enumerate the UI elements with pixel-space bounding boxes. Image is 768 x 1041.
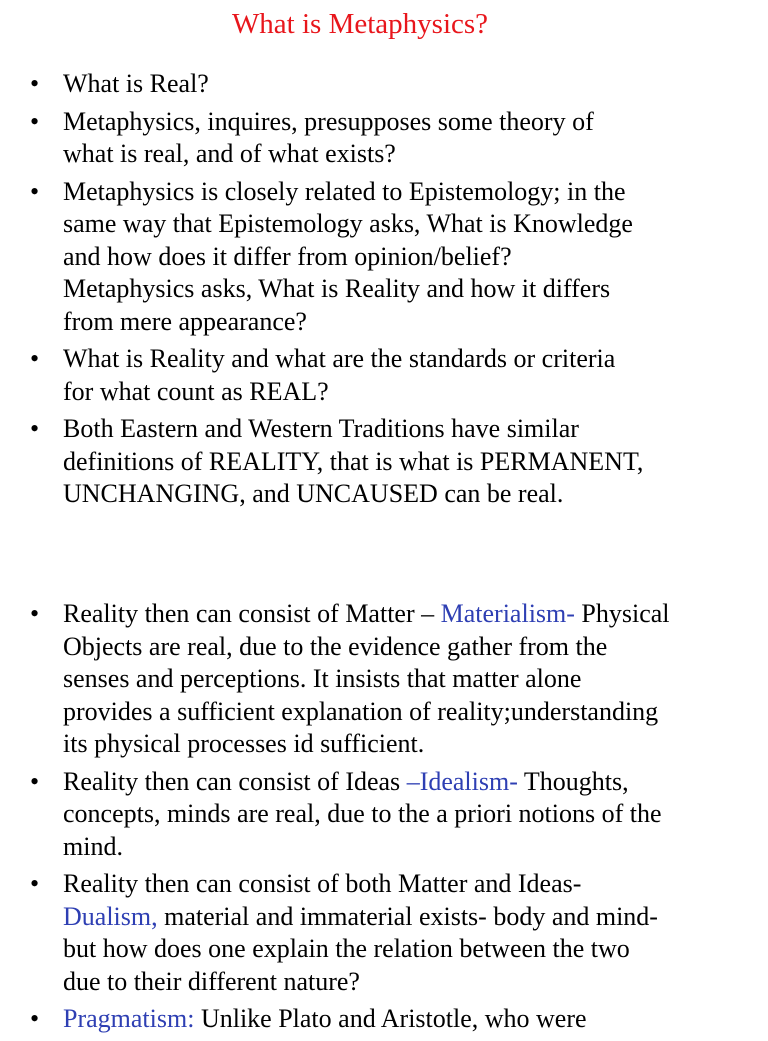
- bullet-item-materialism: [30, 598, 768, 761]
- bullet-item: [30, 413, 768, 511]
- bullet-text: Metaphysics asks, What is Reality and how it differs: [63, 274, 611, 303]
- bullet-second-line: [63, 901, 768, 934]
- bullet-text: Reality then can consist of Matter –: [63, 599, 441, 628]
- bullet-dot: •: [30, 599, 40, 628]
- bullet-dot: •: [30, 1004, 40, 1033]
- bullet-dot: •: [30, 176, 40, 206]
- term-dualism: Dualism,: [63, 901, 158, 931]
- bullet-text: due to their different nature?: [63, 966, 360, 996]
- bullet-first-line: [63, 766, 768, 799]
- bullet-item: [30, 106, 768, 171]
- bullet-text: same way that Epistemology asks, What is Knowledge: [63, 209, 633, 238]
- bullet-item: [30, 68, 768, 101]
- bullet-dot: •: [30, 69, 40, 98]
- bullet-text: but how does one explain the relation between the two: [63, 934, 630, 963]
- bullet-first-line: [63, 1003, 768, 1036]
- bullet-list-intro: [30, 68, 768, 516]
- bullet-text: definitions of REALITY, that is what is PERMANENT,: [63, 446, 644, 476]
- bullet-text: What is Real?: [63, 69, 209, 98]
- bullet-text: what is real, and of what exists?: [63, 139, 396, 168]
- bullet-text: concepts, minds are real, due to the a priori notions of the: [63, 799, 662, 828]
- bullet-text: senses and perceptions. It insists that matter alone: [63, 664, 582, 693]
- bullet-text: What is Reality and what are the standards or criteria: [63, 344, 616, 373]
- bullet-text: its physical processes id sufficient.: [63, 729, 425, 758]
- bullet-text: provides a sufficient explanation of reality;understanding: [63, 696, 659, 726]
- term-materialism: Materialism-: [440, 599, 575, 628]
- bullet-item-dualism: [30, 868, 768, 998]
- bullet-text: from mere appearance?: [63, 306, 307, 336]
- bullet-list-theories: [30, 598, 768, 1041]
- bullet-text: Objects are real, due to the evidence gather from the: [63, 631, 608, 661]
- bullet-item-pragmatism: [30, 1003, 768, 1036]
- bullet-text: Metaphysics is closely related to Epistemology; in the: [63, 176, 626, 206]
- bullet-dot: •: [30, 106, 40, 136]
- bullet-text: Physical: [574, 599, 670, 628]
- bullet-item: [30, 343, 768, 408]
- bullet-item-idealism: [30, 766, 768, 864]
- bullet-dot: •: [30, 766, 40, 796]
- bullet-text: mind.: [63, 831, 123, 861]
- page-title: What is Metaphysics?: [231, 8, 489, 40]
- bullet-text: Both Eastern and Western Traditions have similar: [63, 414, 579, 443]
- bullet-text: Metaphysics, inquires, presupposes some theory of: [63, 106, 594, 136]
- bullet-text: for what count as REAL?: [63, 376, 329, 406]
- bullet-text: Unlike Plato and Aristotle, who were: [194, 1004, 587, 1033]
- bullet-item: [30, 176, 768, 339]
- bullet-text: and how does it differ from opinion/belief?: [63, 241, 512, 271]
- bullet-dot: •: [30, 414, 40, 443]
- bullet-text: Thoughts,: [517, 766, 629, 796]
- bullet-dot: •: [30, 869, 40, 898]
- bullet-text: material and immaterial exists- body and mind-: [157, 901, 658, 931]
- bullet-text: Reality then can consist of Ideas: [63, 766, 407, 796]
- bullet-dot: •: [30, 344, 40, 373]
- term-pragmatism: Pragmatism:: [63, 1004, 195, 1033]
- bullet-first-line: [63, 598, 768, 631]
- bullet-text: Reality then can consist of both Matter and Ideas-: [63, 869, 582, 898]
- term-idealism: –Idealism-: [406, 766, 518, 796]
- bullet-text: UNCHANGING, and UNCAUSED can be real.: [63, 479, 564, 508]
